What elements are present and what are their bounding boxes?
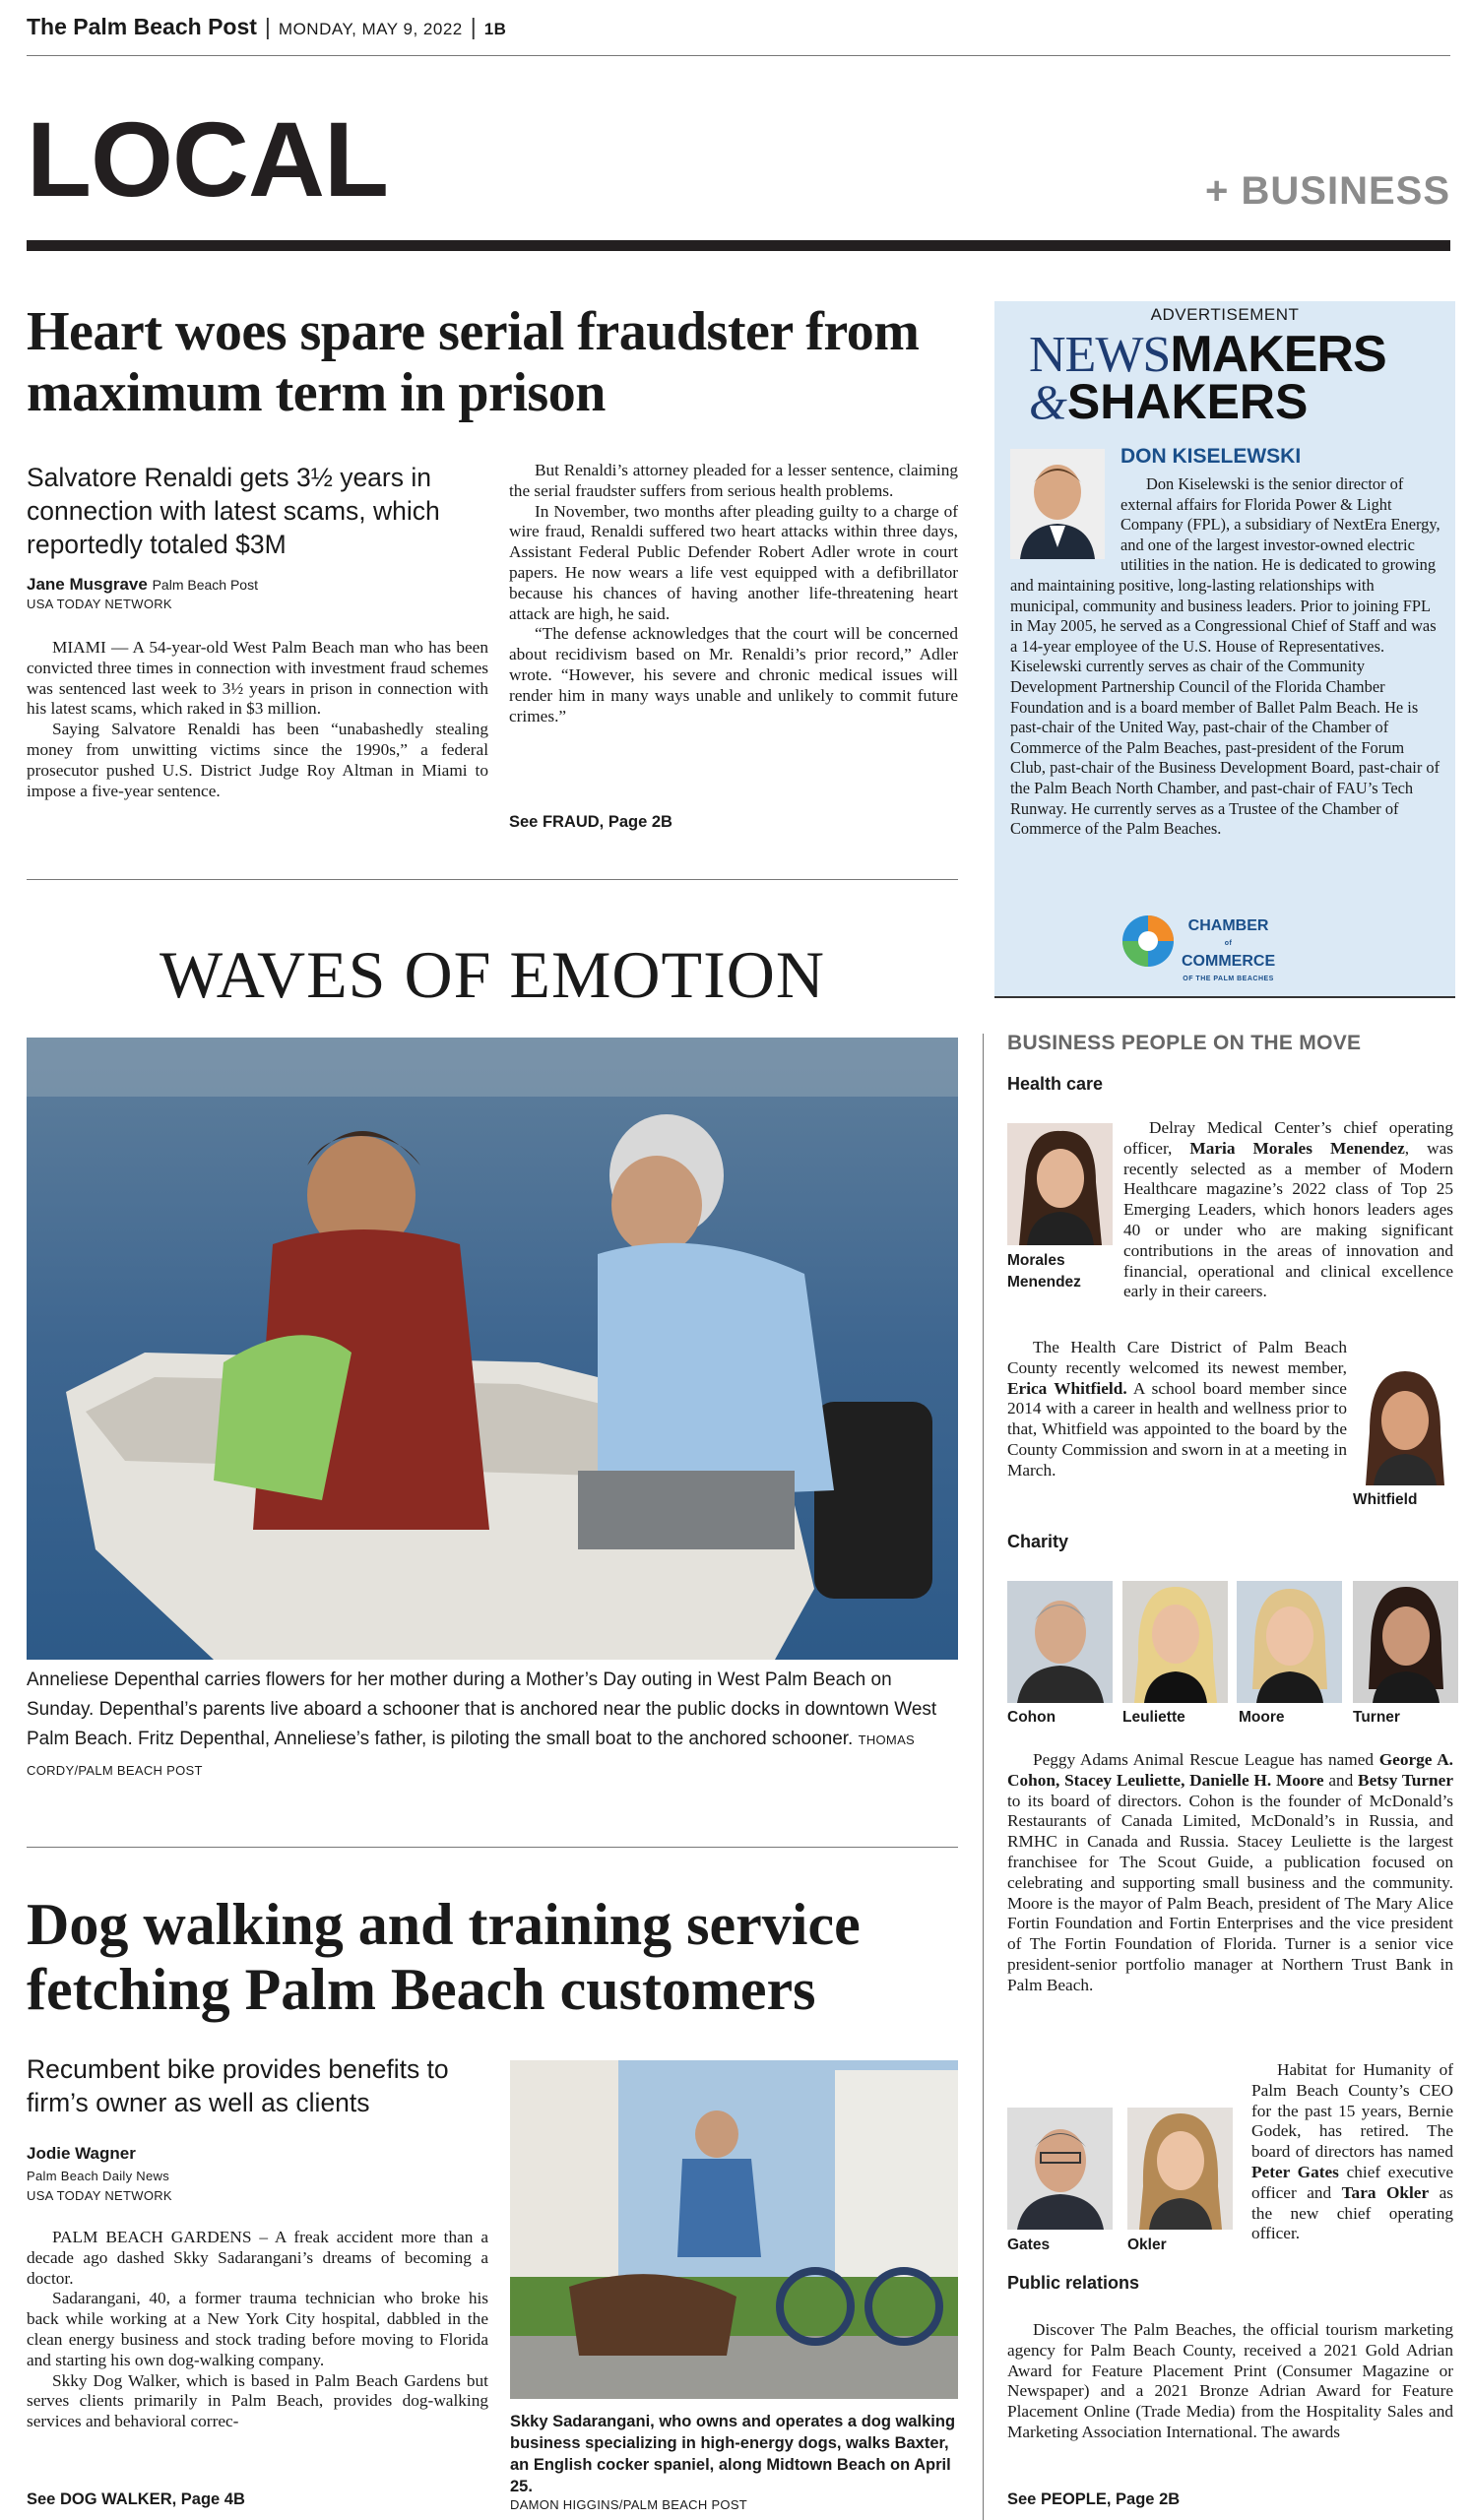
masthead: The Palm Beach Post | MONDAY, MAY 9, 2022 | 1B [27,14,507,39]
ad-title-amp: & [1029,374,1067,429]
text: Delray Medical Center’s chief operating officer, [1123,1118,1453,1158]
story1-column-1 [27,638,488,801]
text: A school board member since 2014 with a career in health and wellness prior to that, Whitfield was appointed to the board by the County Commission and sworn in at a meeting in March. [1007,1378,1347,1480]
people-section-title: BUSINESS PEOPLE ON THE MOVE [1007,1032,1362,1054]
photo-caption-text: Anneliese Depenthal carries flowers for her mother during a Mother’s Day outing in West Palm Beach on Sunday. Depenthal’s parents live aboard a schooner that is anchored near the public docks in downtown West Palm Beach. Fritz Depenthal, Anneliese’s father, is piloting the small boat to the anchored schooner. [27,1670,937,1749]
story3-headline[interactable]: Dog walking and training service fetching Palm Beach customers [27,1892,861,2022]
gates-name: Gates [1007,2236,1051,2253]
photo-headline: WAVES OF EMOTION [160,937,825,1012]
text: , was recently selected as a member of Modern Healthcare magazine’s 2022 class of Top 25 Emerging Leaders, which honors leaders ages 40 or under who are making significant contributions in the areas of innovation and financial, operational and clinical excellence early in their careers. [1123,1138,1453,1301]
whitfield-photo [1356,1363,1454,1485]
okler-photo [1127,2108,1233,2230]
logo-line-1: CHAMBER [1187,917,1269,934]
story3-jump-link[interactable]: See DOG WALKER, Page 4B [27,2490,245,2508]
charity-label: Charity [1007,1532,1069,1551]
ad-person-name: DON KISELEWSKI [1120,445,1302,468]
text: Habitat for Humanity of Palm Beach County’s CEO for the past 15 years, Bernie Godek, has retired. The board of directors has named [1251,2060,1453,2162]
advertisement-box[interactable] [994,301,1455,998]
story3-author: Jodie Wagner [27,2144,136,2163]
people-jump-link[interactable]: See PEOPLE, Page 2B [1007,2490,1181,2508]
text: The Health Care District of Palm Beach County recently welcomed its newest member, [1007,1338,1347,1377]
dog-walker-credit: DAMON HIGGINS/PALM BEACH POST [510,2497,748,2512]
cohon-photo [1007,1581,1113,1703]
story1-paragraph: “The defense acknowledges that the court will be concerned about recidivism based on Mr. Renaldi’s prior record,” Adler wrote. “However, his severe and chronic medical issues will render him in many ways unable and unlikely to commit future crimes.” [509,624,958,725]
whitfield-name: Whitfield [1353,1491,1418,1508]
story3-paragraph: PALM BEACH GARDENS – A freak accident more than a decade ago dashed Skky Sadarangani’s dreams of becoming a doctor. [27,2228,488,2288]
story3-affiliation: USA TODAY NETWORK [27,2188,172,2203]
morales-menendez-photo [1007,1123,1113,1245]
person-name: Betsy Turner [1358,1770,1453,1790]
person-name: Erica Whitfield. [1007,1378,1127,1398]
photo-credit: THOMAS CORDY/PALM BEACH POST [27,1732,916,1778]
text: to its board of directors. Cohon is the founder of McDonald’s Restaurants of Canada Limited, McDonald’s in Russia, and RMHC in Canada and Russia. Stacey Leuliette is the largest franchisee for The Scout Guide, a publication focused on celebrating and supporting small business and the community. Moore is the mayor of Palm Beach, president of The Mary Alice Fortin Foundation and Fortin Enterprises and the vice president of The Fortin Foundation of Florida. Turner is a senior vice president-senior portfolio manager at Northern Trust Bank in Palm Beach. [1007,1791,1453,1994]
story1-author: Jane Musgrave [27,575,148,594]
ad-title-shakers: SHAKERS [1066,374,1309,429]
section-subtitle: + BUSINESS [1205,169,1450,213]
turner-name: Turner [1353,1709,1400,1726]
text: and [1323,1770,1359,1790]
okler-name: Okler [1127,2236,1167,2253]
text: Discover The Palm Beaches, the official tourism marketing agency for Palm Beach County, received a 2021 Gold Adrian Award for Feature Placement Print (Consumer Magazine or Newspaper) and a 2021 Bronze Adrian Award for Feature Placement Online (Trade Media) from the Hospitality Sales and Marketing Association International. The awards [1007,2320,1453,2441]
story3-paragraph: Sadarangani, 40, a former trauma technician who broke his back while working at a New York City hospital, dabbled in the clean energy business and stock trading before moving to Florida and starting his own dog-walking company. [27,2289,488,2369]
ad-title-news: NEWS [1029,327,1171,383]
moore-name: Moore [1239,1709,1285,1726]
ad-body [1010,474,1443,840]
public-relations-item [1007,2320,1453,2443]
page-number: 1B [483,20,507,38]
dog-walker-caption: Skky Sadarangani, who owns and operates a dog walking business specializing in high-energy dogs, walks Baxter, an English cocker spaniel, along Midtown Beach on April 25. [510,2413,956,2495]
story1-column-2 [509,461,958,726]
public-relations-label: Public relations [1007,2273,1140,2293]
ad-body-text: Don Kiselewski is the senior director of external affairs for Florida Power & Light Company (FPL), a subsidiary of NextEra Energy, and one of the largest investor-owned electric utilities in the nation. He is dedicated to growing and maintaining positive, long-lasting relationships with municipal, community and business leaders. Prior to joining FPL in May 2005, he served as a Congressional Chief of Staff and was a 14-year employee of the U.S. House of Representatives. Kiselewski currently serves as chair of the Community Development Partnership Council of the Florida Chamber Foundation and is a board member of Ballet Palm Beach. He is past-chair of the United Way, past-chair of the Chamber of Commerce of the Palm Beaches, past-president of the Forum Club, past-chair of the Business Development Board, past-chair of the Palm Beach North Chamber, and past-chair of FAU’s Tech Runway. He currently serves as a Trustee of the Chamber of Commerce of the Palm Beaches. [1010,474,1440,839]
health-care-item-2 [1007,1338,1347,1481]
story3-paragraph: Skky Dog Walker, which is based in Palm Beach Gardens but serves clients primarily in Palm Beach, provides dog-walking services and behavioral correc- [27,2370,488,2431]
morales-menendez-name: Morales Menendez [1007,1252,1081,1291]
cohon-name: Cohon [1007,1709,1056,1726]
person-name: Peter Gates [1251,2162,1339,2181]
text: chief executive officer and [1251,2162,1454,2202]
moore-photo [1237,1581,1342,1703]
story3-deck: Recumbent bike provides benefits to firm’s owner as well as clients [27,2054,449,2117]
story1-author-org: Palm Beach Post [152,577,258,593]
dog-walker-photo-image [510,2060,958,2399]
story1-paragraph: Saying Salvatore Renaldi has been “unabashedly stealing money from unwitting victims since the 1990s,” a federal prosecutor pushed U.S. District Judge Roy Altman in Miami to impose a five-year sentence. [27,720,488,800]
boat-photo [27,1038,958,1660]
section-rule [27,240,1450,251]
story1-affiliation: USA TODAY NETWORK [27,597,172,611]
story1-paragraph: In November, two months after pleading guilty to a charge of wire fraud, Renaldi suffered two heart attacks within three days, Assistant Federal Public Defender Robert Adler wrote in court papers. He now wears a life vest equipped with a defibrillator because his chances of having another life-threatening heart attack are high, he said. [509,501,958,623]
chamber-logo-icon [1120,914,1176,969]
ad-label: ADVERTISEMENT [1150,305,1300,324]
column-divider [983,1034,984,2520]
person-name: Maria Morales Menendez [1189,1138,1405,1158]
story1-paragraph: MIAMI — A 54-year-old West Palm Beach man who has been convicted three times in connection with investment fraud schemes was sentenced last week to 3½ years in prison in connection with his latest scams, which raked in $3 million. [27,638,488,719]
chamber-logo-text [1182,917,1275,988]
logo-line-3: COMMERCE [1182,953,1276,970]
text: Peggy Adams Animal Rescue League has named [1033,1750,1379,1769]
health-care-label: Health care [1007,1074,1104,1094]
person-names: George A. Cohon, Stacey Leuliette, Danielle H. Moore [1007,1750,1453,1790]
paper-name: The Palm Beach Post [27,14,257,39]
story1-paragraph: But Renaldi’s attorney pleaded for a lesser sentence, claiming the serial fraudster suffers from serious health problems. [509,461,958,500]
turner-photo [1353,1581,1458,1703]
masthead-rule [27,55,1450,56]
person-name: Tara Okler [1341,2182,1430,2202]
leuliette-name: Leuliette [1122,1709,1185,1726]
dog-walker-photo [510,2060,958,2399]
story3-author-org: Palm Beach Daily News [27,2169,170,2183]
logo-line-4: OF THE PALM BEACHES [1183,976,1274,982]
boat-photo-image [27,1038,958,1660]
logo-line-2: of [1224,940,1233,947]
section-title: LOCAL [27,99,388,219]
ad-title-makers: MAKERS [1170,326,1386,383]
photo-caption [27,1666,962,1786]
ad-title-line2 [1029,374,1308,429]
issue-date: MONDAY, MAY 9, 2022 [278,20,463,38]
charity-item [1007,1750,1453,1996]
divider [27,1847,958,1848]
divider [27,879,958,880]
story1-byline [27,575,499,595]
story1-deck: Salvatore Renaldi gets 3½ years in connection with latest scams, which reportedly totaled $3M [27,463,440,559]
story3-column-1 [27,2228,488,2432]
story1-jump-link[interactable]: See FRAUD, Page 2B [509,813,672,831]
story1-headline[interactable]: Heart woes spare serial fraudster from maximum term in prison [27,301,920,423]
gates-photo [1007,2108,1113,2230]
text: as the new chief operating officer. [1251,2182,1454,2243]
leuliette-photo [1122,1581,1228,1703]
